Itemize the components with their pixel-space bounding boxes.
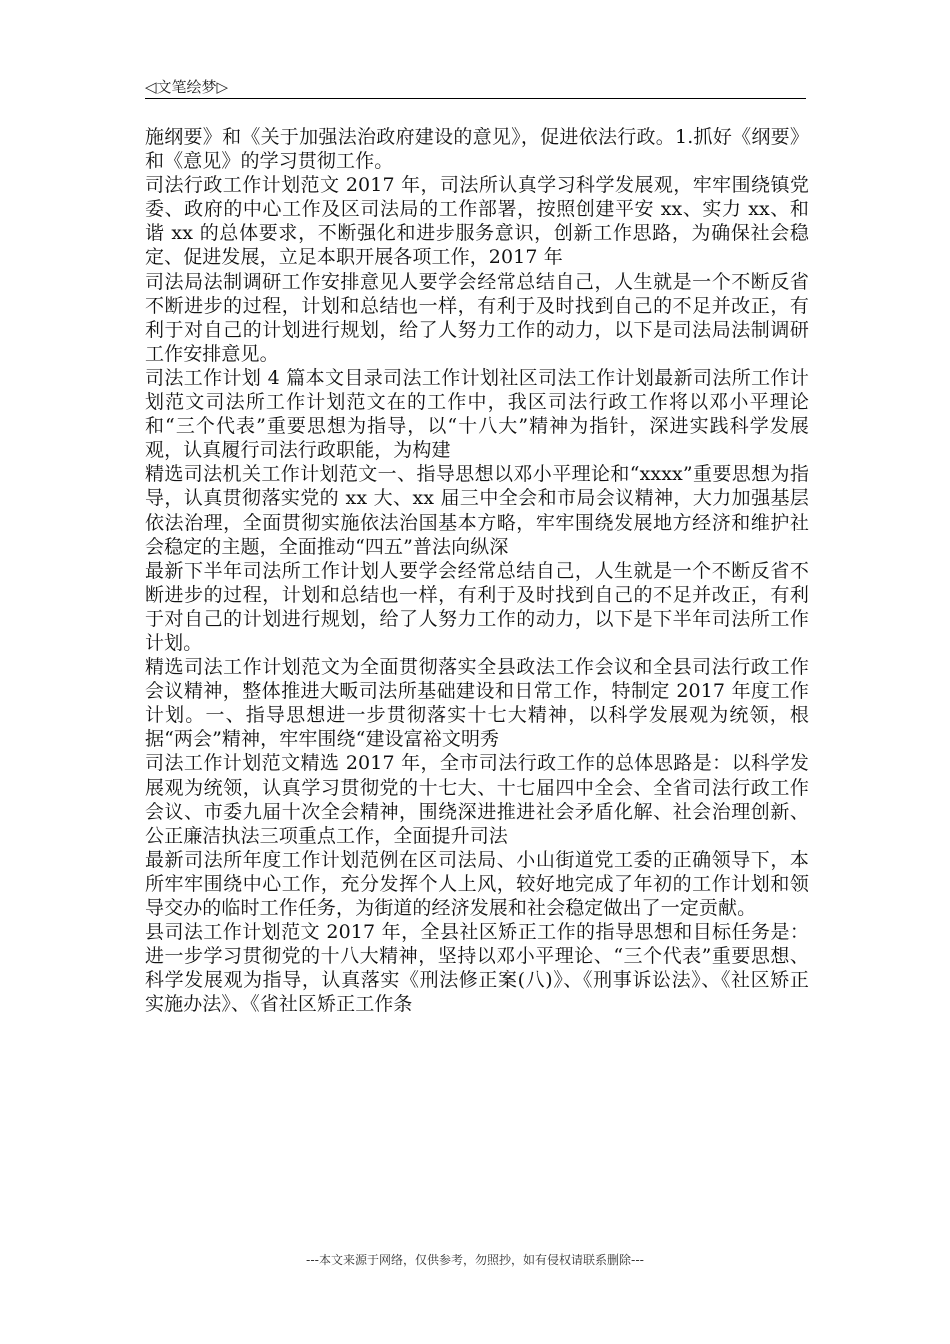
paragraph: 司法行政工作计划范文 2017 年，司法所认真学习科学发展观，牢牢围绕镇党委、政府的中心工作及区司法局的工作部署，按照创建平安 xx、实力 xx、和谐 xx 的总体要求，不断强化和进步服务意识，创新工作思路，为确保社会稳定、促进发展，立足本职开展各项工作，2017 年 xyxy=(145,174,809,269)
paragraph: 施纲要》和《关于加强法治政府建设的意见》，促进依法行政。1.抓好《纲要》和《意见》的学习贯彻工作。 xyxy=(145,126,809,173)
document-body xyxy=(145,125,809,1016)
paragraph: 精选司法工作计划范文为全面贯彻落实全县政法工作会议和全县司法行政工作会议精神，整体推进大畈司法所基础建设和日常工作，特制定 2017 年度工作计划。一、指导思想进一步贯彻落实十七大精神，以科学发展观为统领，根据“两会”精神，牢牢围绕“建设富裕文明秀 xyxy=(145,656,809,751)
page-footer: ---本文来源于网络，仅供参考，勿照抄，如有侵权请联系删除--- xyxy=(306,1253,644,1267)
paragraph: 司法工作计划范文精选 2017 年，全市司法行政工作的总体思路是：以科学发展观为统领，认真学习贯彻党的十七大、十七届四中全会、全省司法行政工作会议、市委九届十次全会精神，围绕深进推进社会矛盾化解、社会治理创新、公正廉洁执法三项重点工作，全面提升司法 xyxy=(145,752,809,847)
paragraph: 最新司法所年度工作计划范例在区司法局、小山街道党工委的正确领导下，本所牢牢围绕中心工作，充分发挥个人上风，较好地完成了年初的工作计划和领导交办的临时工作任务，为街道的经济发展和社会稳定做出了一定贡献。 xyxy=(145,848,809,919)
paragraph: 县司法工作计划范文 2017 年，全县社区矫正工作的指导思想和目标任务是：进一步学习贯彻党的十八大精神，坚持以邓小平理论、“三个代表”重要思想、科学发展观为指导，认真落实《刑法修正案(八)》、《刑事诉讼法》、《社区矫正实施办法》、《省社区矫正工作条 xyxy=(145,921,809,1016)
header-title: ◁文笔绘梦▷ xyxy=(145,78,229,96)
paragraph: 司法工作计划 4 篇本文目录司法工作计划社区司法工作计划最新司法所工作计划范文司法所工作计划范文在的工作中，我区司法行政工作将以邓小平理论和“三个代表”重要思想为指导，以“十八大”精神为指针，深进实践科学发展观，认真履行司法行政职能，为构建 xyxy=(145,366,809,462)
paragraph: 精选司法机关工作计划范文一、指导思想以邓小平理论和“xxxx”重要思想为指导，认真贯彻落实党的 xx 大、xx 届三中全会和市局会议精神，大力加强基层依法治理，全面贯彻实施依法治国基本方略，牢牢围绕发展地方经济和维护社会稳定的主题，全面推动“四五”普法向纵深 xyxy=(145,463,809,558)
paragraph: 司法局法制调研工作安排意见人要学会经常总结自己，人生就是一个不断反省不断进步的过程，计划和总结也一样，有利于及时找到自己的不足并改正，有利于对自己的计划进行规划，给了人努力工作的动力，以下是司法局法制调研工作安排意见。 xyxy=(145,270,809,365)
page-header xyxy=(145,74,806,99)
paragraph: 最新下半年司法所工作计划人要学会经常总结自己，人生就是一个不断反省不断进步的过程，计划和总结也一样，有利于及时找到自己的不足并改正，有利于对自己的计划进行规划，给了人努力工作的动力，以下是下半年司法所工作计划。 xyxy=(145,559,809,654)
